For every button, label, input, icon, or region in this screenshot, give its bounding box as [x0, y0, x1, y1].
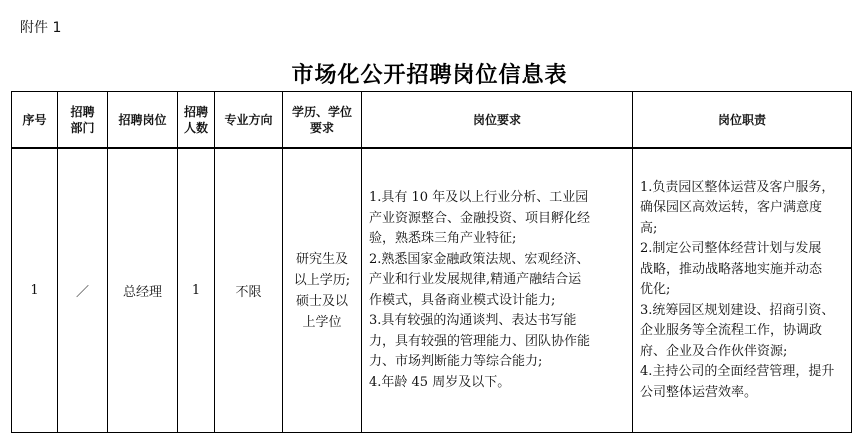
requirement-line: 产业资源整合、金融投资、项目孵化经 [369, 210, 591, 226]
table-header-row [12, 92, 852, 149]
responsibility-line: 4.主持公司的全面经营管理，提升 [640, 364, 835, 380]
cell-responsibilities [633, 148, 852, 433]
cell-requirements [362, 148, 633, 433]
responsibility-line: 优化; [640, 282, 671, 298]
requirement-line: 1.具有 10 年及以上行业分析、工业园 [369, 190, 589, 205]
cell-education: 研究生及 以上学历; 硕士及以 上学位 [283, 148, 362, 433]
requirement-line: 力，具有较强的管理能力、团队协作能 [369, 333, 591, 349]
column-header-position: 招聘岗位 [108, 92, 178, 149]
responsibility-line: 3.统筹园区规划建设、招商引资、 [640, 302, 835, 318]
requirement-line: 3.具有较强的沟通谈判、表达书写能 [369, 313, 577, 328]
responsibility-line: 确保园区高效运转，客户满意度 [640, 200, 823, 216]
table-row [12, 148, 852, 433]
column-header-headcount: 招聘 人数 [178, 92, 215, 149]
responsibility-line: 企业服务等全流程工作，协调政 [640, 323, 823, 339]
column-header-requirements: 岗位要求 [362, 92, 633, 149]
cell-position: 总经理 [108, 148, 178, 433]
column-header-major: 专业方向 [215, 92, 283, 149]
cell-department: ／ [58, 148, 108, 433]
requirement-line: 力、市场判断能力等综合能力; [369, 354, 543, 369]
cell-index: 1 [12, 148, 58, 433]
column-header-responsibilities: 岗位职责 [633, 92, 852, 149]
responsibility-line: 1.负责园区整体运营及客户服务， [640, 179, 835, 195]
responsibility-line: 公司整体运营效率。 [640, 384, 758, 400]
responsibility-line: 高; [640, 220, 658, 236]
cell-headcount: 1 [178, 148, 215, 433]
requirement-line: 作模式，具备商业模式设计能力; [369, 292, 556, 308]
requirement-line: 2.熟悉国家金融政策法规、宏观经济、 [369, 251, 590, 267]
responsibility-line: 2.制定公司整体经营计划与发展 [640, 241, 822, 257]
requirement-line: 验，熟悉珠三角产业特征; [369, 231, 517, 246]
cell-major: 不限 [215, 148, 283, 433]
column-header-education: 学历、学位 要求 [283, 92, 362, 149]
recruitment-table [11, 91, 852, 433]
responsibility-line: 战略，推动战略落地实施并动态 [640, 261, 823, 277]
column-header-department: 招聘 部门 [58, 92, 108, 149]
requirement-line: 产业和行业发展规律,精通产融结合运 [369, 272, 582, 287]
column-header-index: 序号 [12, 92, 58, 149]
responsibility-line: 府、企业及合作伙伴资源; [640, 343, 788, 359]
requirement-line: 4.年龄 45 周岁及以下。 [369, 374, 511, 390]
attachment-label: 附件 1 [20, 20, 62, 36]
page-title: 市场化公开招聘岗位信息表 [291, 62, 568, 88]
